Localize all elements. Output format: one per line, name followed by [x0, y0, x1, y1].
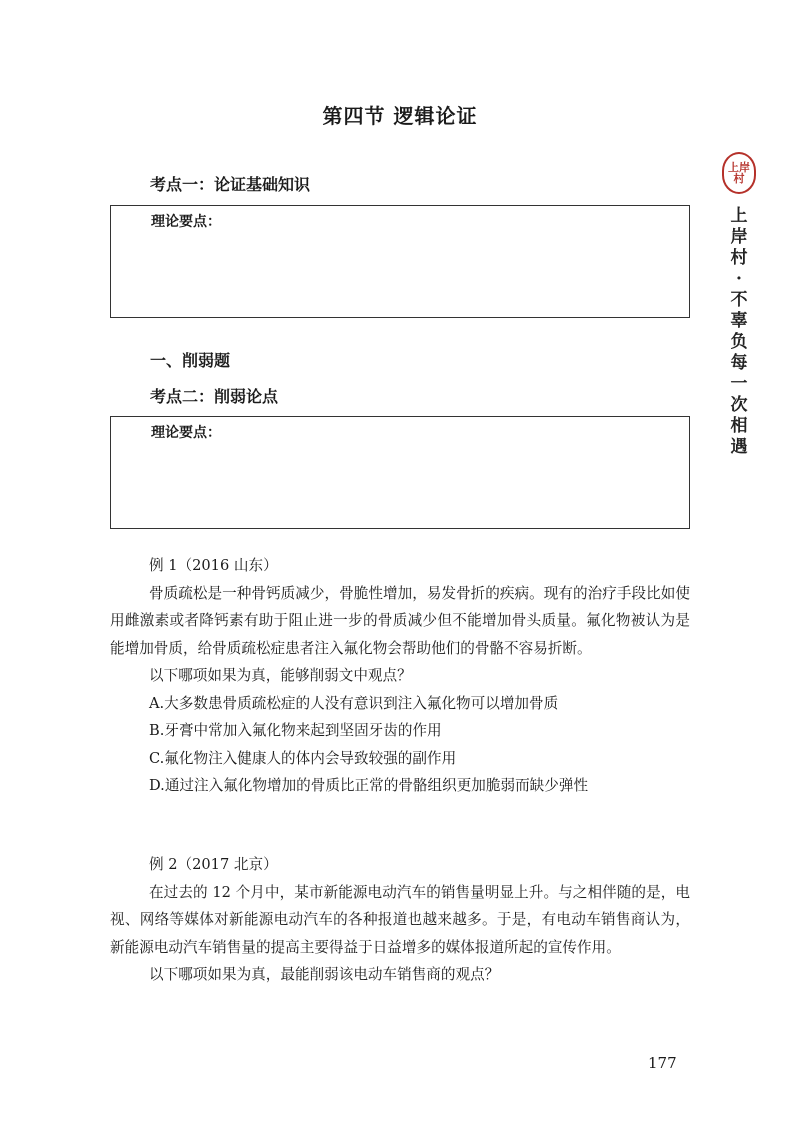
option-a: A.大多数患骨质疏松症的人没有意识到注入氟化物可以增加骨质	[149, 694, 559, 712]
brand-logo-badge: 上岸村	[722, 152, 756, 194]
section-heading-kp1: 考点一：论证基础知识	[150, 175, 311, 194]
theory-box-kp1	[110, 205, 690, 318]
theory-label: 理论要点：	[151, 214, 221, 230]
option-d: D.通过注入氟化物增加的骨质比正常的骨骼组织更加脆弱而缺少弹性	[149, 777, 589, 794]
example-paragraph: 骨质疏松是一种骨钙质减少，骨脆性增加，易发骨折的疾病。现有的治疗手段比如使用雌激素或者降钙素有助于阻止进一步的骨质减少但不能增加骨头质量。氟化物被认为是能增加骨质，给骨质疏松症患者注入氟化物会帮助他们的骨骼不容易折断。	[110, 584, 690, 657]
theory-box-kp2	[110, 416, 690, 529]
section-heading-kp2: 考点二：削弱论点	[150, 387, 279, 406]
page-number: 177	[648, 1054, 677, 1072]
option-b: B.牙膏中常加入氟化物来起到坚固牙齿的作用	[149, 722, 442, 739]
section-heading-weaken: 一、削弱题	[150, 351, 231, 370]
example-question: 以下哪项如果为真，能够削弱文中观点？	[149, 667, 412, 684]
example-title: 例 2（2017 北京）	[149, 856, 278, 873]
page-title: 第四节 逻辑论证	[322, 104, 478, 128]
brand-slogan: 上岸村·不辜负每一次相遇	[730, 206, 748, 457]
example-question: 以下哪项如果为真，最能削弱该电动车销售商的观点？	[149, 966, 500, 983]
example-2	[110, 851, 690, 989]
option-c: C.氟化物注入健康人的体内会导致较强的副作用	[149, 749, 457, 767]
theory-label: 理论要点：	[151, 425, 221, 441]
example-title: 例 1（2016 山东）	[149, 557, 278, 574]
example-paragraph: 在过去的 12 个月中，某市新能源电动汽车的销售量明显上升。与之相伴随的是，电视、网络等媒体对新能源电动汽车的各种报道也越来越多。于是，有电动车销售商认为，新能源电动汽车销售量的提高主要得益于日益增多的媒体报道所起的宣传作用。	[110, 883, 690, 956]
example-1	[110, 552, 690, 800]
